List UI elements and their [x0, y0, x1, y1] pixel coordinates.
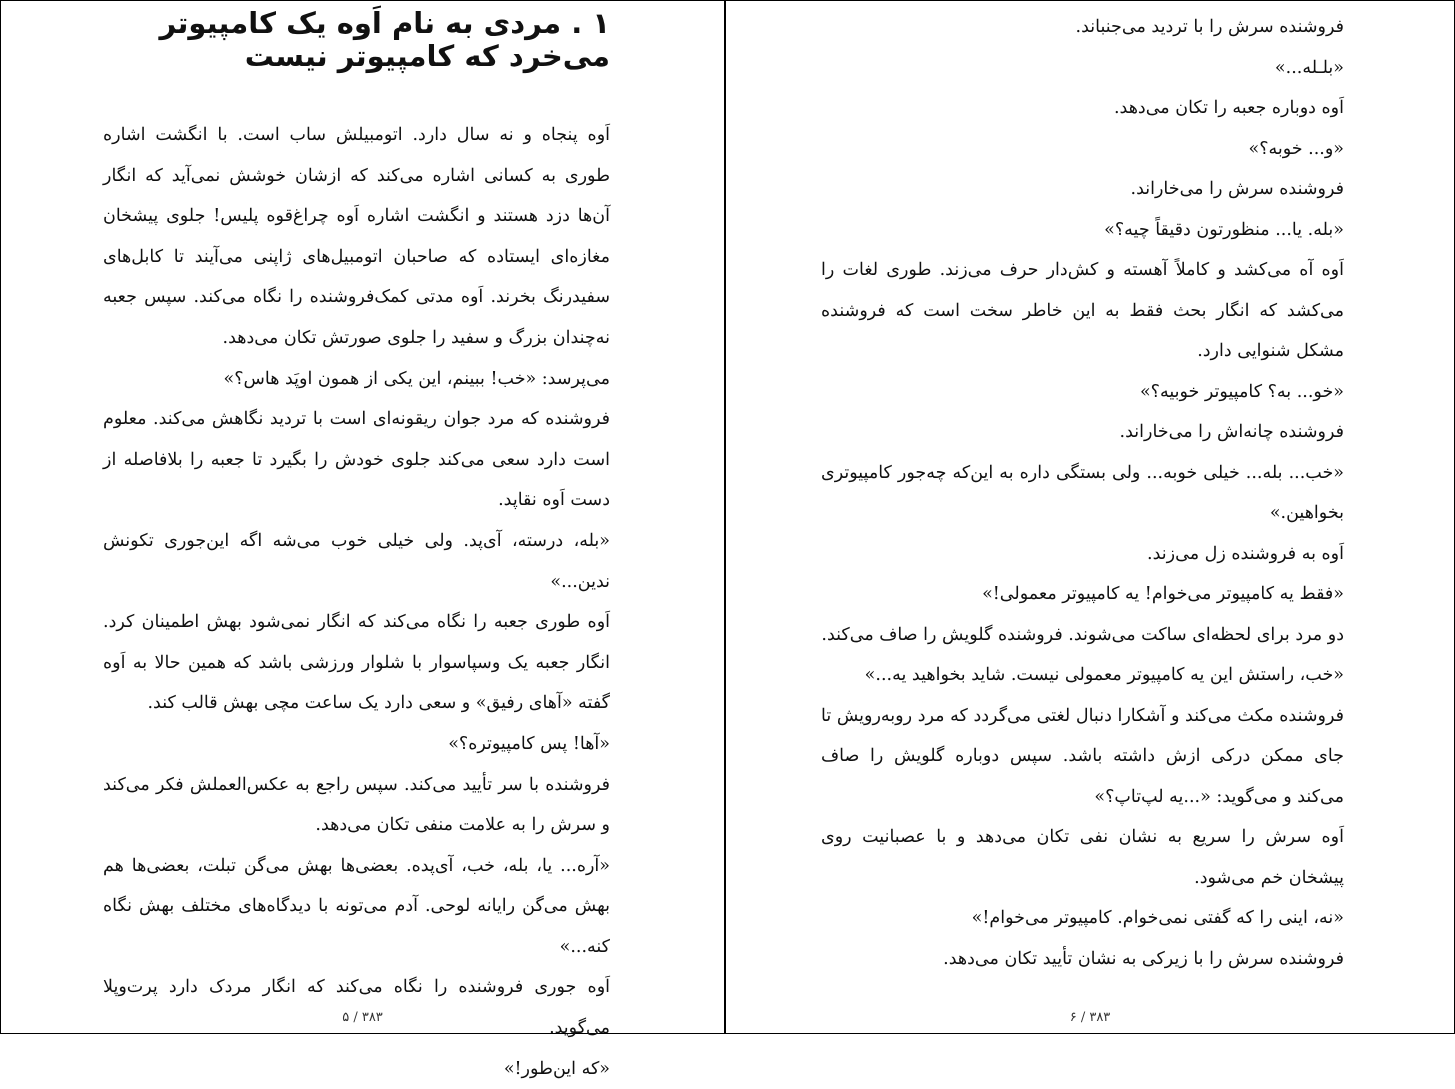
paragraph: اَوه به فروشنده زل می‌زند.: [1147, 543, 1344, 564]
paragraph: فروشنده سرش را می‌خاراند.: [1130, 179, 1344, 199]
paragraph: اَوه دوباره جعبه را تکان می‌دهد.: [1113, 98, 1344, 118]
paragraph: «نه، اینی را که گفتی نمی‌خوام. کامپیوتر می‌خوام!»: [971, 908, 1344, 928]
right-page: [726, 1, 1454, 1033]
page-number: ۳۸۳ / ۵: [342, 1010, 383, 1025]
paragraph: اَوه آه می‌کشد و کاملاً آهسته و کش‌دار حرف می‌زند. طوری لغات را می‌کشد که انگار بحث فقط به این خاطر سخت است که فروشنده مشکل شنوایی دارد.: [821, 260, 1344, 361]
paragraph: اَوه طوری جعبه را نگاه می‌کند که انگار نمی‌شود بهش اطمینان کرد. انگار جعبه یک وسپاسوار با شلوار ورزشی باشد که همین حالا به اَوه گفته «آهای رفیق» و سعی دارد یک ساعت مچی بهش قالب کند.: [103, 612, 611, 714]
page-number: ۳۸۳ / ۶: [1069, 1010, 1111, 1025]
paragraph: فروشنده با سر تأیید می‌کند. سپس راجع به عکس‌العملش فکر می‌کند و سرش را به علامت منفی تکان می‌دهد.: [103, 774, 611, 836]
paragraph: اَوه جوری فروشنده را نگاه می‌کند که انگار مردک دارد پرت‌وپلا می‌گوید.: [103, 977, 611, 1039]
left-page: [1, 1, 726, 1079]
paragraph: می‌پرسد: «خب! ببینم، این یکی از همون اوپَد هاس؟»: [223, 368, 611, 389]
chapter-title: ۱ . مردی به نام اَوه یک کامپیوتر می‌خرد که کامپیوتر نیست: [159, 6, 611, 73]
paragraph: فروشنده که مرد جوان ریقونه‌ای است با تردید نگاهش می‌کند. معلوم است دارد سعی می‌کند جلوی خودش را بگیرد تا جعبه را بلافاصله از دست اَوه نقاپد.: [103, 409, 611, 511]
paragraph: «آها! پس کامپیوتره؟»: [448, 733, 611, 754]
paragraph: «بلـله...»: [1274, 57, 1344, 78]
paragraph: فروشنده سرش را با زیرکی به نشان تأیید تکان می‌دهد.: [943, 948, 1344, 969]
right-page-body: [821, 7, 1344, 979]
paragraph: فروشنده سرش را با تردید می‌جنباند.: [1075, 17, 1344, 37]
paragraph: «و... خوبه؟»: [1248, 138, 1344, 159]
paragraph: فروشنده چانه‌اش را می‌خاراند.: [1119, 422, 1344, 442]
left-page-body: [103, 115, 610, 1089]
paragraph: «خو... به؟ کامپیوتر خوبیه؟»: [1139, 381, 1344, 402]
paragraph: «فقط یه کامپیوتر می‌خوام! یه کامپیوتر معمولی!»: [982, 584, 1344, 604]
paragraph: اَوه پنجاه و نه سال دارد. اتومبیلش ساب است. با انگشت اشاره طوری به کسانی اشاره می‌کند که ازشان خوشش نمی‌آید که انگار آن‌ها دزد هستند و انگشت اشاره اَوه چراغ‌قوه پلیس! جلوی پیشخان مغازه‌ای ایستاده که صاحبان اتومبیل‌های ژاپنی می‌آیند تا کابل‌های سفیدرنگ بخرند. اَوه مدتی کمک‌فروشنده را نگاه می‌کند. سپس جعبه نه‌چندان بزرگ و سفید را جلوی صورتش تکان می‌دهد.: [103, 125, 611, 348]
paragraph: دو مرد برای لحظه‌ای ساکت می‌شوند. فروشنده گلویش را صاف می‌کند.: [821, 624, 1344, 645]
paragraph: «خب، راستش این یه کامپیوتر معمولی نیست. شاید بخواهید یه...»: [864, 665, 1344, 685]
paragraph: «بله، درسته، آی‌پد. ولی خیلی خوب می‌شه اگه این‌جوری تکونش ندین...»: [103, 530, 611, 592]
paragraph: «بله. یا... منظورتون دقیقاً چیه؟»: [1104, 219, 1344, 240]
paragraph: «که این‌طور!»: [503, 1058, 611, 1079]
paragraph: «آره... یا، بله، خب، آی‌پده. بعضی‌ها بهش می‌گن تبلت، بعضی‌ها هم بهش می‌گن رایانه لوحی. آدم می‌تونه با دیدگاه‌های مختلف بهش نگاه کنه...»: [103, 855, 611, 957]
paragraph: فروشنده مکث می‌کند و آشکارا دنبال لغتی می‌گردد که مرد روبه‌رویش تا جای ممکن درکی ازش داشته باشد. سپس دوباره گلویش را صاف می‌کند و می‌گوید: «...یه لپ‌تاپ؟»: [821, 705, 1344, 807]
paragraph: «خب... بله... خیلی خوبه... ولی بستگی داره به این‌که چه‌جور کامپیوتری بخواهین.»: [821, 462, 1344, 523]
paragraph: اَوه سرش را سریع به نشان نفی تکان می‌دهد و با عصبانیت روی پیشخان خم می‌شود.: [821, 827, 1344, 888]
